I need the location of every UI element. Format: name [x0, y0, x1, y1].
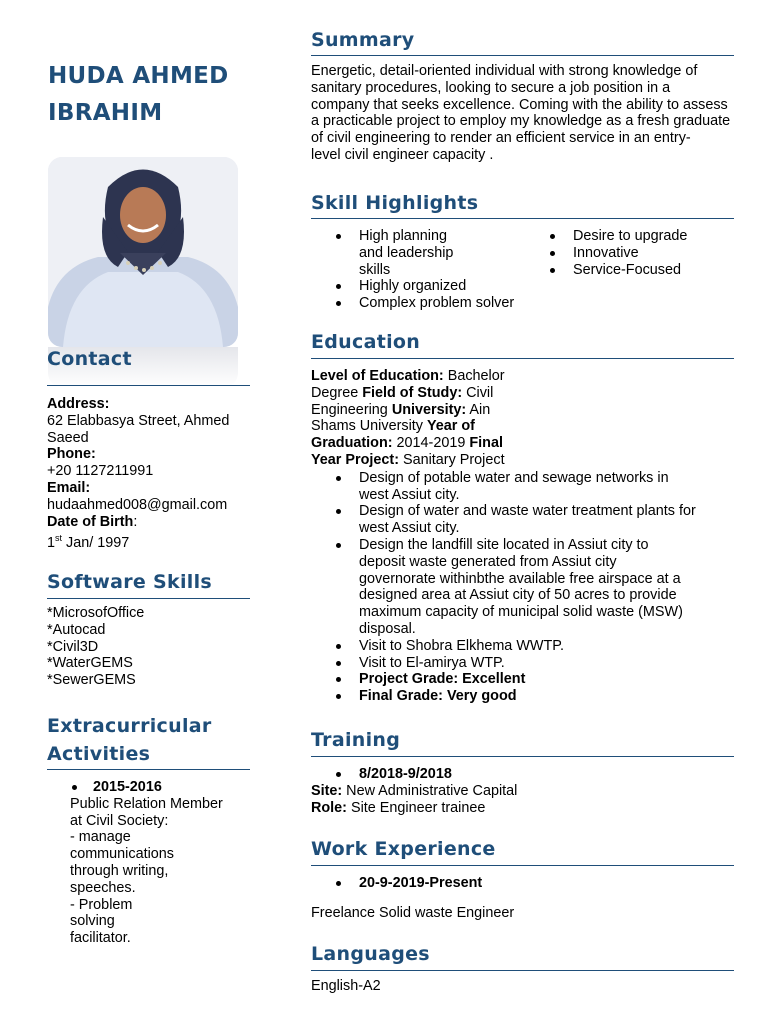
skills-title: Skill Highlights: [311, 192, 479, 214]
address-line-2: Saeed: [47, 429, 89, 446]
extracurricular-rule: [47, 769, 250, 770]
skill-item: Innovative: [525, 245, 725, 262]
skills-section: [311, 192, 734, 312]
project-grade: Project Grade: Excellent: [311, 671, 734, 688]
software-item: *Civil3D: [47, 638, 99, 655]
name-line-2: IBRAHIM: [48, 100, 163, 126]
dob-label: Date of Birth: [47, 513, 134, 530]
languages-section: [311, 943, 734, 995]
extracurricular-line: through writing,: [70, 862, 169, 879]
skills-right-list: [525, 228, 725, 312]
graduation-label: Graduation:: [311, 435, 393, 452]
work-section: [311, 838, 734, 922]
field-value: Civil: [462, 384, 494, 401]
skill-item: Highly organized: [311, 278, 525, 295]
extracurricular-section: [47, 712, 250, 947]
extracurricular-desc: [47, 796, 250, 947]
project-label: Year Project:: [311, 451, 399, 468]
name-line-1: HUDA AHMED: [48, 63, 229, 89]
summary-line: company that seeks excellence. Coming with the ability to assess: [311, 96, 728, 113]
software-item: *Autocad: [47, 621, 106, 638]
dob-rest: Jan/ 1997: [62, 535, 130, 552]
address-label: Address:: [47, 396, 110, 412]
candidate-name: [48, 58, 258, 132]
summary-section: [311, 29, 734, 164]
education-line: maximum capacity of municipal solid waste (MSW): [359, 604, 683, 621]
contact-rule: [47, 385, 250, 386]
site-value: New Administrative Capital: [342, 782, 518, 799]
engineering-text: Engineering: [311, 401, 392, 418]
training-dates: 8/2018-9/2018: [311, 766, 734, 783]
skill-item: Desire to upgrade: [525, 228, 725, 245]
field-label: Field of Study:: [362, 384, 463, 401]
university-name: Shams University: [311, 418, 427, 435]
extracurricular-line: - Problem: [70, 896, 133, 913]
software-item: *SewerGEMS: [47, 672, 136, 689]
dob-value: [47, 530, 250, 552]
education-line: Design of water and waste water treatment plants for: [359, 503, 696, 520]
software-item: *MicrosofOffice: [47, 605, 145, 621]
education-list: [311, 470, 734, 705]
languages-title: Languages: [311, 943, 430, 965]
dob-suffix: st: [55, 533, 63, 544]
education-line: west Assiut city.: [359, 486, 460, 503]
work-list: [311, 875, 734, 892]
dob-line: [47, 514, 250, 531]
project-value: Sanitary Project: [399, 451, 505, 468]
work-title: Work Experience: [311, 838, 496, 860]
contact-body: [47, 396, 250, 552]
graduation-value: 2014-2019: [392, 435, 470, 452]
education-item: [311, 470, 734, 504]
education-item: Visit to El-amirya WTP.: [311, 655, 734, 672]
site-label: Site:: [311, 782, 343, 799]
extracurricular-line: Public Relation Member: [70, 795, 223, 812]
summary-title: Summary: [311, 29, 415, 51]
summary-line: a practicable project to employ my knowledge as a fresh graduate: [311, 113, 731, 130]
final-grade: Final Grade: Very good: [311, 688, 734, 705]
software-item: *WaterGEMS: [47, 655, 133, 672]
skill-line: High planning: [359, 228, 448, 244]
education-details: [311, 368, 521, 469]
extracurricular-line: facilitator.: [70, 930, 131, 947]
skill-line: skills: [359, 261, 391, 278]
portrait-illustration: [48, 157, 238, 347]
extracurricular-line: speeches.: [70, 879, 136, 896]
education-line: Design the landfill site located in Assiut city to: [359, 536, 649, 553]
summary-text: [311, 63, 734, 164]
summary-line: sanitary procedures, looking to secure a job position in a: [311, 79, 671, 96]
final-label: Final: [469, 435, 503, 452]
address-line-1: 62 Elabbasya Street, Ahmed: [47, 412, 230, 429]
role-value: Site Engineer trainee: [346, 799, 486, 816]
software-rule: [47, 598, 250, 599]
work-position: Freelance Solid waste Engineer: [311, 904, 515, 921]
skill-item: [311, 228, 525, 278]
contact-section: [47, 348, 250, 552]
contact-title: Contact: [47, 348, 132, 370]
training-section: [311, 729, 734, 816]
degree-text: Degree: [311, 384, 363, 401]
email-label: Email:: [47, 479, 91, 496]
software-list: [47, 605, 250, 689]
profile-photo: [48, 157, 238, 347]
education-line: deposit waste generated from Assiut city: [359, 553, 617, 570]
education-item: [311, 537, 734, 638]
extracurricular-line: solving: [70, 913, 115, 930]
education-item: [311, 503, 734, 537]
dob-day: 1: [47, 535, 56, 552]
training-title: Training: [311, 729, 401, 751]
skills-left-list: [311, 228, 525, 312]
skills-columns: [311, 228, 734, 312]
software-title: Software Skills: [47, 571, 212, 593]
languages-rule: [311, 970, 734, 971]
summary-line: level civil engineer capacity .: [311, 146, 494, 163]
university-label: University:: [391, 401, 467, 418]
training-details: [311, 783, 734, 817]
training-list: [311, 766, 734, 783]
work-rule: [311, 865, 734, 866]
work-dates: 20-9-2019-Present: [311, 875, 734, 892]
extracurricular-title-2: Activities: [47, 743, 151, 765]
extracurricular-line: - manage: [70, 829, 131, 846]
software-section: [47, 571, 250, 689]
extracurricular-title: [47, 712, 250, 768]
education-line: west Assiut city.: [359, 520, 460, 537]
education-section: [311, 331, 734, 705]
education-line: Design of potable water and sewage networks in: [359, 469, 669, 486]
skills-rule: [311, 218, 734, 219]
extracurricular-list: [47, 779, 250, 796]
training-rule: [311, 756, 734, 757]
level-value: Bachelor: [443, 368, 505, 384]
education-rule: [311, 358, 734, 359]
education-line: governorate withinbthe available free airspace at a: [359, 570, 681, 587]
extracurricular-line: communications: [70, 846, 174, 863]
extracurricular-line: at Civil Society:: [70, 812, 169, 829]
extracurricular-years: 2015-2016: [47, 779, 250, 796]
extracurricular-title-1: Extracurricular: [47, 715, 212, 737]
summary-rule: [311, 55, 734, 56]
phone-label: Phone:: [47, 446, 96, 463]
level-label: Level of Education:: [311, 368, 444, 384]
education-title: Education: [311, 331, 421, 353]
phone-value: +20 1127211991: [47, 463, 154, 480]
skill-line: and leadership: [359, 244, 454, 261]
summary-line: Energetic, detail-oriented individual with strong knowledge of: [311, 63, 698, 79]
skill-item: Complex problem solver: [311, 295, 525, 312]
year-of-label: Year of: [426, 418, 475, 435]
education-line: designed area at Assiut city of 50 acres to provide: [359, 587, 677, 604]
language-value: English-A2: [311, 978, 381, 994]
summary-line: of civil engineering to render an efficient service in an entry-: [311, 130, 691, 147]
education-line: disposal.: [359, 620, 416, 637]
university-value: Ain: [466, 401, 491, 418]
email-value: hudaahmed008@gmail.com: [47, 496, 228, 513]
skill-item: Service-Focused: [525, 262, 725, 279]
dob-colon: :: [133, 513, 138, 530]
role-label: Role:: [311, 799, 347, 816]
education-item: Visit to Shobra Elkhema WWTP.: [311, 638, 734, 655]
